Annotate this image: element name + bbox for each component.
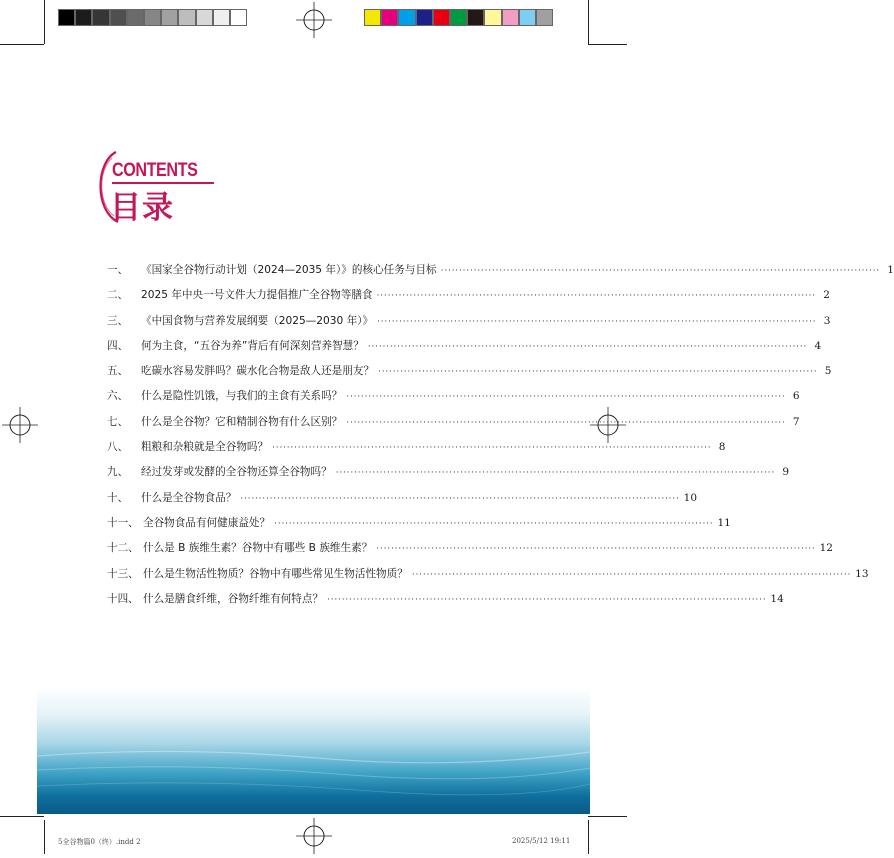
toc-number: 十二、 <box>107 542 139 555</box>
gray-swatch <box>58 9 75 26</box>
toc-number: 九、 <box>107 466 129 479</box>
toc-row[interactable] <box>107 515 731 540</box>
toc-row[interactable] <box>107 262 894 287</box>
registration-mark-bottom <box>296 818 332 854</box>
toc-number: 二、 <box>107 289 129 302</box>
table-of-contents <box>107 262 894 616</box>
toc-leader-dots: ························································································································ <box>367 341 808 352</box>
toc-leader-dots: ························································································································ <box>376 291 816 302</box>
toc-title: 全谷物食品有何健康益处？ <box>143 516 271 529</box>
toc-number: 七、 <box>107 415 129 428</box>
crop-mark <box>44 820 45 854</box>
contents-label: CONTENTS <box>112 160 198 181</box>
toc-page-number: 13 <box>855 567 869 580</box>
toc-leader-dots: ························································································································ <box>335 468 775 479</box>
toc-page-number: 14 <box>770 592 784 605</box>
toc-number: 一、 <box>107 264 129 276</box>
footer-file-name: 5全谷物篇0（终）.indd 2 <box>58 838 141 846</box>
page-title: 目录 <box>110 190 174 226</box>
gray-swatch <box>230 9 247 26</box>
color-swatch <box>364 9 381 26</box>
gray-swatch <box>178 9 195 26</box>
toc-title: 《国家全谷物行动计划（2024—2035 年）》的核心任务与目标 <box>141 264 437 276</box>
registration-mark-left <box>2 407 38 443</box>
toc-leader-dots: ························································································································ <box>346 417 786 428</box>
gray-swatch <box>92 9 109 26</box>
toc-title: 什么是 B 族维生素？谷物中有哪些 B 族维生素？ <box>143 542 373 555</box>
toc-title: 什么是全谷物食品？ <box>141 491 237 504</box>
toc-page-number: 3 <box>823 314 831 327</box>
toc-row[interactable] <box>107 591 784 616</box>
toc-number: 十一、 <box>107 516 139 529</box>
color-swatch <box>416 9 433 26</box>
color-swatch <box>398 9 415 26</box>
toc-leader-dots: ························································································································ <box>411 569 852 580</box>
crop-mark <box>0 816 44 817</box>
toc-row[interactable] <box>107 414 800 439</box>
toc-number: 六、 <box>107 390 129 403</box>
toc-leader-dots: ························································································································ <box>274 518 714 529</box>
toc-title: 经过发芽或发酵的全谷物还算全谷物吗？ <box>141 466 332 479</box>
toc-page-number: 11 <box>717 516 731 529</box>
contents-heading <box>90 148 230 228</box>
toc-page-number: 8 <box>718 441 726 454</box>
toc-leader-dots: ························································································································ <box>376 544 816 555</box>
toc-number: 五、 <box>107 365 129 378</box>
color-swatch <box>467 9 484 26</box>
toc-leader-dots: ························································································································ <box>346 392 786 403</box>
crop-mark <box>588 820 589 854</box>
toc-title: 吃碳水容易发胖吗？碳水化合物是敌人还是朋友？ <box>141 365 375 378</box>
process-color-bar <box>364 9 553 26</box>
toc-page-number: 10 <box>683 491 698 504</box>
toc-row[interactable] <box>107 566 869 591</box>
crop-mark <box>588 44 627 45</box>
toc-row[interactable] <box>107 490 698 515</box>
gray-swatch <box>196 9 213 26</box>
gray-swatch <box>75 9 92 26</box>
toc-page-number: 4 <box>814 339 822 352</box>
toc-title: 何为主食，“五谷为养”背后有何深刻营养智慧？ <box>141 339 364 352</box>
toc-row[interactable] <box>107 540 833 565</box>
crop-mark <box>588 0 589 44</box>
toc-row[interactable] <box>107 439 726 464</box>
toc-row[interactable] <box>107 464 789 489</box>
toc-row[interactable] <box>107 338 822 363</box>
gray-swatch <box>213 9 230 26</box>
toc-number: 十、 <box>107 491 129 504</box>
color-swatch <box>484 9 501 26</box>
gray-swatch <box>144 9 161 26</box>
toc-title: 什么是生物活性物质？谷物中有哪些常见生物活性物质？ <box>143 567 408 580</box>
toc-page-number: 2 <box>823 289 830 302</box>
toc-page-number: 7 <box>792 415 800 428</box>
toc-title: 什么是隐性饥饿，与我们的主食有关系吗？ <box>141 390 343 403</box>
color-swatch <box>502 9 519 26</box>
toc-leader-dots: ························································································································ <box>272 443 712 454</box>
crop-mark <box>0 44 44 45</box>
toc-page-number: 1 <box>887 264 894 276</box>
footer-datetime: 2025/5/12 19:11 <box>512 837 571 845</box>
toc-title: 什么是膳食纤维，谷物纤维有何特点？ <box>143 592 324 605</box>
toc-title: 什么是全谷物？它和精制谷物有什么区别？ <box>141 415 343 428</box>
crop-mark <box>588 816 627 817</box>
toc-title: 《中国食物与营养发展纲要（2025—2030 年）》 <box>141 314 374 327</box>
toc-number: 八、 <box>107 441 129 454</box>
crop-mark <box>44 0 45 44</box>
toc-leader-dots: ························································································································ <box>440 266 880 276</box>
color-swatch <box>433 9 450 26</box>
toc-leader-dots: ························································································································ <box>240 493 680 504</box>
toc-title: 2025 年中央一号文件大力提倡推广全谷物等膳食 <box>141 289 373 302</box>
gray-swatch <box>161 9 178 26</box>
toc-number: 十三、 <box>107 567 139 580</box>
toc-row[interactable] <box>107 363 832 388</box>
toc-row[interactable] <box>107 313 831 338</box>
toc-title: 粗粮和杂粮就是全谷物吗？ <box>141 441 269 454</box>
wave-texture <box>37 686 590 814</box>
toc-page-number: 12 <box>819 542 833 555</box>
toc-page-number: 6 <box>792 390 800 403</box>
toc-row[interactable] <box>107 388 800 413</box>
color-swatch <box>450 9 467 26</box>
toc-number: 三、 <box>107 314 129 327</box>
toc-page-number: 5 <box>824 365 832 378</box>
gray-color-bar <box>58 9 247 26</box>
toc-number: 四、 <box>107 339 129 352</box>
toc-page-number: 9 <box>782 466 789 479</box>
toc-leader-dots: ························································································································ <box>327 594 767 605</box>
toc-leader-dots: ························································································································ <box>377 316 817 327</box>
toc-leader-dots: ························································································································ <box>378 367 818 378</box>
gray-swatch <box>127 9 144 26</box>
toc-number: 十四、 <box>107 592 139 605</box>
color-swatch <box>519 9 536 26</box>
gray-swatch <box>110 9 127 26</box>
color-swatch <box>536 9 553 26</box>
registration-mark-top <box>296 2 332 38</box>
color-swatch <box>381 9 398 26</box>
toc-row[interactable] <box>107 287 830 312</box>
